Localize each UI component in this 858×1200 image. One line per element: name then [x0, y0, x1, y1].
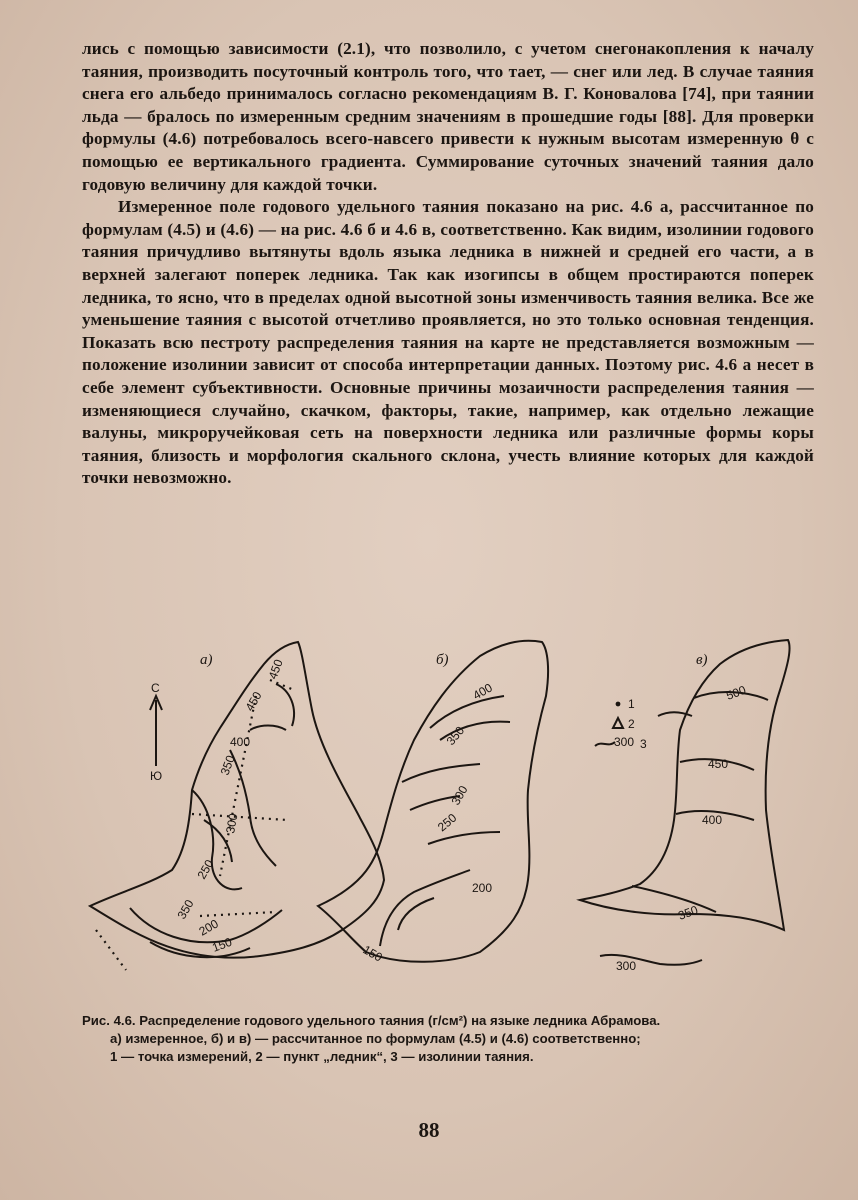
b-isoline-label: 150	[360, 942, 385, 965]
a-isoline-label: 400	[230, 735, 251, 749]
a-isoline-label: 350	[217, 753, 238, 778]
panel-a-map	[90, 642, 384, 958]
b-isoline-label: 200	[472, 881, 493, 895]
b-isoline-label: 350	[443, 723, 468, 748]
compass-south-label: Ю	[150, 769, 163, 783]
body-text	[82, 38, 814, 490]
a-isoline-label: 200	[196, 916, 221, 939]
a-isoline-label: 150	[210, 934, 234, 955]
a-isoline-label: 450	[242, 689, 265, 714]
panel-a-label: а)	[200, 652, 213, 668]
figure-caption	[82, 1012, 812, 1066]
legend-isoline-value: 300	[614, 735, 635, 749]
c-isoline-label: 500	[724, 682, 748, 703]
paragraph-1: лись с помощью зависимости (2.1), что позволило, с учетом снегонакопления к началу таяния, производить посуточный контроль того, что тает, — снег или лед. В случае таяния снега его альбедо принималось согласно рекомендациям В. Г. Коновалова [74], при таянии льда — бралось по измеренным средним значениям в прошедшие годы [88]. Для проверки формулы (4.6) потребовалось всего-навсего привести к нужным высотам измеренную θ с помощью ее вертикального градиента. Суммирование суточных значений таяния дало годовую величину для каждой точки.	[82, 39, 814, 194]
panel-b-map	[318, 641, 548, 965]
caption-line-2: 1 — точка измерений, 2 — пункт „ледник“, 3 — изолинии таяния.	[110, 1049, 534, 1064]
figure-4-6	[80, 630, 810, 1000]
c-isoline-label: 400	[702, 813, 723, 827]
b-isoline-label: 400	[470, 680, 495, 703]
north-arrow	[150, 696, 162, 766]
legend-number-3: 3	[640, 737, 647, 751]
b-isoline-label: 250	[434, 810, 460, 835]
legend-number-2: 2	[628, 717, 635, 731]
paragraph-2: Измеренное поле годового удельного таяния показано на рис. 4.6 а, рассчитанное по формулам (4.5) и (4.6) — на рис. 4.6 б и 4.6 в, соответственно. Как видим, изолинии годового таяния причудливо вытянуты вдоль языка ледника в нижней и средней его части, а в верхней залегают поперек ледника. Так как изогипсы в общем простираются поперек ледника, то ясно, что в пределах одной высотной зоны изменчивость таяния велика. Все же уменьшение таяния с высотой отчетливо проявляется, но это только основная тенденция. Показать всю пестроту распределения таяния на карте не представляется возможным — положение изолинии зависит от способа интерпретации данных. Поэтому рис. 4.6 а несет в себе элемент субъективности. Основные причины мозаичности распределения таяния — изменяющиеся случайно, скачком, факторы, такие, например, как отдельно лежащие валуны, микроручейковая сеть на поверхности ледника или различные формы коры таяния, близость и морфология скального склона, учесть влияние которых для каждой точки невозможно.	[82, 197, 814, 488]
caption-title: Рис. 4.6. Распределение годового удельного таяния (г/см²) на языке ледника Абрамова.	[82, 1013, 661, 1028]
page-number: 88	[418, 1118, 440, 1142]
panel-c-label: в)	[696, 652, 708, 668]
caption-line-1: а) измеренное, б) и в) — рассчитанное по формулам (4.5) и (4.6) соответственно;	[110, 1031, 641, 1046]
a-isoline-label: 300	[223, 812, 241, 835]
c-isoline-label: 300	[616, 959, 637, 973]
a-isoline-label: 450	[265, 657, 286, 682]
panel-b-label: б)	[436, 652, 449, 668]
a-isoline-label: 250	[194, 857, 217, 882]
b-isoline-label: 300	[448, 783, 471, 808]
compass-north-label: С	[151, 681, 160, 695]
c-isoline-label: 350	[676, 902, 700, 923]
legend-number-1: 1	[628, 697, 635, 711]
glacier-maps	[80, 630, 810, 1000]
c-isoline-label: 450	[708, 757, 729, 771]
a-isoline-label: 350	[174, 897, 197, 922]
